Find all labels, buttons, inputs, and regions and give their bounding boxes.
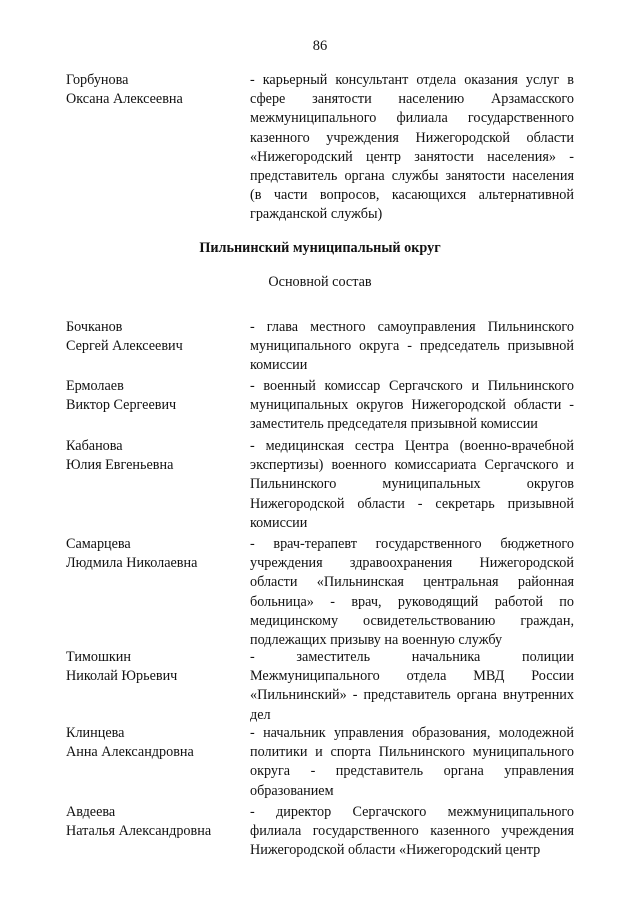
member-name (66, 648, 246, 686)
member-name (66, 71, 246, 109)
member-name (66, 437, 246, 475)
member-role: - заместитель начальника полиции Межмуниципального отдела МВД России «Пильнинский» - представитель органа внутренних дел (250, 649, 574, 723)
member-given-name: Сергей Алексеевич (66, 338, 183, 355)
member-role: - начальник управления образования, молодежной политики и спорта Пильнинского муниципального округа - представитель органа управления образованием (250, 725, 574, 799)
member-surname: Кабанова (66, 438, 123, 454)
member-role: - врач-терапевт государственного бюджетного учреждения здравоохранения Нижегородской области «Пильнинская центральная районная больница» - врач, руководящий работой по медицинскому освидетельствованию граждан, подлежащих призыву на военную службу (250, 536, 574, 649)
member-surname: Клинцева (66, 725, 125, 741)
member-surname: Бочканов (66, 319, 123, 335)
member-surname: Горбунова (66, 72, 129, 88)
member-role: - военный комиссар Сергачского и Пильнинского муниципальных округов Нижегородской области - заместитель председателя призывной комиссии (250, 378, 574, 433)
member-given-name: Николай Юрьевич (66, 668, 178, 685)
member-role: - глава местного самоуправления Пильнинского муниципального округа - председатель призывной комиссии (250, 319, 574, 374)
member-given-name: Оксана Алексеевна (66, 91, 183, 108)
member-surname: Ермолаев (66, 378, 124, 394)
member-role: - карьерный консультант отдела оказания услуг в сфере занятости населению Арзамасского межмуниципального филиала государственного казенного учреждения Нижегородской области «Нижегородский центр занятости населения» - представитель органа службы занятости населения (в части вопросов, касающихся альтернативной гражданской службы) (250, 72, 574, 223)
member-given-name: Юлия Евгеньевна (66, 457, 174, 474)
member-given-name: Наталья Александровна (66, 823, 212, 840)
member-name (66, 724, 246, 762)
member-surname: Тимошкин (66, 649, 131, 665)
member-given-name: Анна Александровна (66, 744, 194, 761)
member-name (66, 535, 246, 573)
member-name (66, 318, 246, 356)
member-given-name: Виктор Сергеевич (66, 397, 177, 414)
member-name (66, 803, 246, 841)
member-role: - медицинская сестра Центра (военно-врачебной экспертизы) военного комиссариата Сергачского и Пильнинского муниципальных округов Нижегородской области - секретарь призывной комиссии (250, 438, 574, 531)
subsection-title: Основной состав (268, 274, 372, 290)
page-number: 86 (312, 38, 328, 54)
member-name (66, 377, 246, 415)
member-role: - директор Сергачского межмуниципального филиала государственного казенного учреждения Нижегородской области «Нижегородский центр (250, 804, 574, 859)
member-given-name: Людмила Николаевна (66, 555, 198, 572)
member-surname: Авдеева (66, 804, 116, 820)
section-title: Пильнинский муниципальный округ (199, 240, 441, 256)
member-surname: Самарцева (66, 536, 131, 552)
